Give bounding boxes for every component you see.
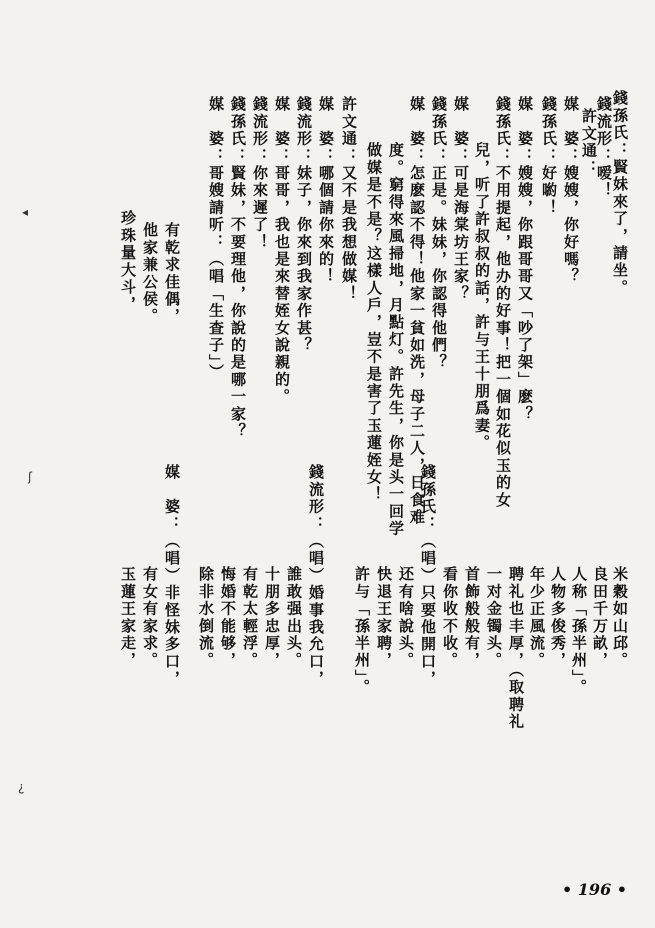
text-column: 媒 婆：嫂嫂，你跟哥哥又「吵了架」麽？ (516, 96, 534, 423)
text-column: 許文通： (580, 108, 598, 177)
text-column: 媒 婆：（唱）非怪妹多口， (163, 464, 181, 688)
text-column: 玉蓮王家走， (119, 566, 137, 670)
text-column: 錢流形：嗳！ (595, 96, 613, 200)
text-column: 錢流形：妹子，你來到我家作甚？ (295, 96, 313, 354)
text-column: 錢孫氏：正是。妹妹，你認得他們？ (430, 96, 448, 372)
text-column: 一对金镯头。 (485, 566, 503, 670)
text-column: 看你收不收。 (441, 566, 459, 670)
text-column: 錢孫氏：不用提起，他办的好事！把一個如花似玉的女 (494, 96, 512, 509)
text-column: 錢孫氏：（唱）只要他開口， (419, 464, 437, 688)
page-number: • 196 • (562, 880, 627, 899)
text-column: 錢流形：（唱）婚事我允口， (307, 464, 325, 688)
text-column: 年少正風流。 (528, 566, 546, 670)
scan-speck: ʃ (28, 470, 33, 484)
text-column: 良田千万畝， (591, 566, 609, 670)
text-column: 珍珠量大斗， (119, 210, 137, 314)
text-column: 許与「孫半州」。 (353, 566, 371, 697)
text-column: 十朋多忠厚， (263, 566, 281, 670)
text-column: 有女有家求。 (141, 566, 159, 670)
text-column: 誰敢强出头。 (285, 566, 303, 670)
text-column: 首飾般般有， (463, 566, 481, 670)
text-column: 媒 婆：怎麽認不得！他家一貧如洗，母子二人，日食难 (408, 96, 426, 526)
text-column: 錢孫氏：賢妹來了，請坐。 (611, 90, 629, 297)
text-column: 人物多俊秀， (549, 566, 567, 670)
text-column: 人称「孫半州」。 (570, 566, 588, 697)
text-column: 錢流形：你來遲了！ (251, 96, 269, 251)
text-column: 媒 婆：哪個請你來的！ (317, 96, 335, 286)
text-column: 兒，听了許叔叔的話，許与王十朋爲妻。 (473, 142, 491, 452)
text-column: 还有啥說头。 (397, 566, 415, 670)
text-column: 有乾太輕浮。 (241, 566, 259, 670)
scan-speck: ◂ (22, 205, 29, 219)
text-column: 做媒是不是？这樣人戶，豈不是害了玉蓮姪女！ (365, 142, 383, 504)
text-column: 媒 婆：嫂嫂，你好嗎？ (562, 96, 580, 286)
text-column: 許文通：又不是我想做媒！ (340, 96, 358, 303)
text-column: 錢孫氏：好喲！ (540, 96, 558, 217)
text-column: 媒 婆：哥嫂請听：（唱「生查子」） (207, 96, 225, 381)
text-column: 度。窮得來風掃地，月點灯。許先生，你是头一回学 (387, 142, 405, 538)
text-column: 媒 婆：哥哥，我也是來替姪女說親的。 (273, 96, 291, 406)
text-column: 快退王家聘， (375, 566, 393, 670)
text-column: 錢孫氏：賢妹，不要理他，你說的是哪一家？ (229, 96, 247, 440)
text-column: 有乾求佳偶， (163, 222, 181, 326)
text-column: 聘礼也丰厚，（取聘礼 (507, 566, 525, 731)
scan-speck: ¿ (18, 780, 25, 794)
text-column: 媒 婆：可是海棠坊王家？ (452, 96, 470, 303)
text-column: 悔婚不能够， (219, 566, 237, 670)
text-column: 米穀如山邱。 (611, 566, 629, 670)
text-column: 除非水倒流。 (197, 566, 215, 670)
text-column: 他家兼公侯。 (141, 222, 159, 326)
